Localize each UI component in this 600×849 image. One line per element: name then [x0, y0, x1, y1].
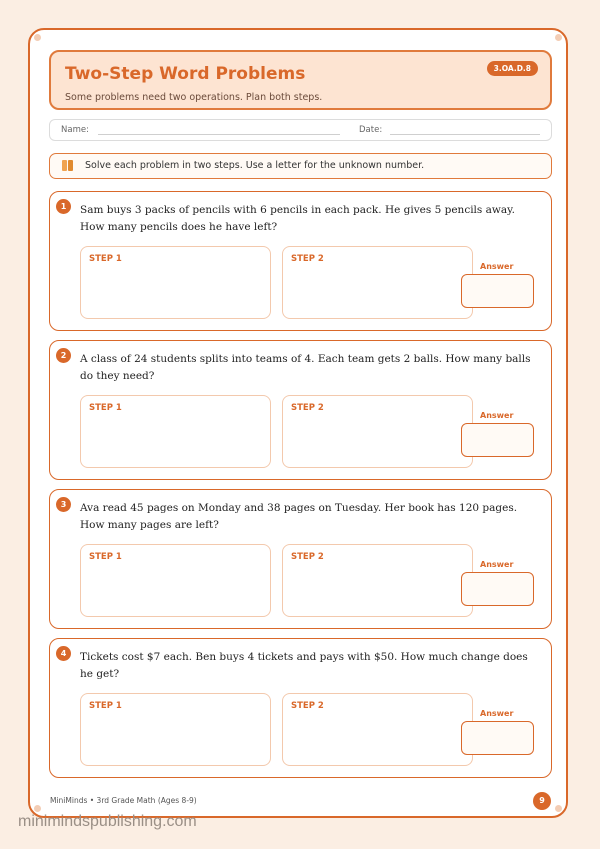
watermark: minimindspublishing.com	[18, 813, 197, 830]
problem-card	[49, 638, 552, 778]
corner-dot	[555, 34, 562, 41]
instruction-text: Solve each problem in two steps. Use a letter for the unknown number.	[85, 160, 425, 171]
date-line[interactable]	[390, 134, 540, 135]
worksheet-header	[49, 50, 552, 110]
answer-box[interactable]	[461, 423, 534, 457]
step-1-box[interactable]	[80, 693, 271, 766]
step-1-box[interactable]	[80, 395, 271, 468]
answer-label: Answer	[480, 709, 514, 718]
step-2-box[interactable]	[282, 544, 473, 617]
step-label: STEP 1	[89, 701, 122, 711]
problem-number: 1	[56, 199, 71, 214]
corner-dot	[34, 805, 41, 812]
problem-number: 4	[56, 646, 71, 661]
page-number-badge: 9	[533, 792, 551, 810]
name-line[interactable]	[98, 134, 340, 135]
step-2-box[interactable]	[282, 395, 473, 468]
problem-card	[49, 191, 552, 331]
problem-number: 3	[56, 497, 71, 512]
step-1-box[interactable]	[80, 246, 271, 319]
step-label: STEP 2	[291, 701, 324, 711]
name-label: Name:	[61, 125, 89, 135]
answer-box[interactable]	[461, 721, 534, 755]
problem-text: Tickets cost $7 each. Ben buys 4 tickets and pays with $50. How much change does he get?	[80, 651, 528, 680]
problem-text: Ava read 45 pages on Monday and 38 pages on Tuesday. Her book has 120 pages. How many pages are left?	[80, 502, 518, 531]
page-title: Two-Step Word Problems	[65, 64, 306, 84]
problem-number: 2	[56, 348, 71, 363]
book-icon	[62, 160, 74, 171]
step-2-box[interactable]	[282, 693, 473, 766]
problem-card	[49, 489, 552, 629]
corner-dot	[34, 34, 41, 41]
problem-text: A class of 24 students splits into teams of 4. Each team gets 2 balls. How many balls do they need?	[80, 353, 531, 382]
step-2-box[interactable]	[282, 246, 473, 319]
answer-label: Answer	[480, 262, 514, 271]
problem-card	[49, 340, 552, 480]
page-subtitle: Some problems need two operations. Plan both steps.	[65, 92, 323, 103]
date-label: Date:	[359, 125, 383, 135]
standard-badge: 3.OA.D.8	[487, 61, 538, 76]
corner-dot	[555, 805, 562, 812]
problem-text: Sam buys 3 packs of pencils with 6 pencils in each pack. He gives 5 pencils away. How many pencils does he have left?	[80, 204, 516, 233]
step-1-box[interactable]	[80, 544, 271, 617]
footer-text: MiniMinds • 3rd Grade Math (Ages 8-9)	[50, 796, 197, 805]
step-label: STEP 2	[291, 254, 324, 264]
answer-label: Answer	[480, 560, 514, 569]
name-date-bar	[49, 119, 552, 141]
step-label: STEP 1	[89, 403, 122, 413]
step-label: STEP 2	[291, 552, 324, 562]
answer-box[interactable]	[461, 572, 534, 606]
step-label: STEP 1	[89, 552, 122, 562]
worksheet-page	[28, 28, 568, 818]
step-label: STEP 2	[291, 403, 324, 413]
answer-label: Answer	[480, 411, 514, 420]
answer-box[interactable]	[461, 274, 534, 308]
instruction-box	[49, 153, 552, 179]
step-label: STEP 1	[89, 254, 122, 264]
